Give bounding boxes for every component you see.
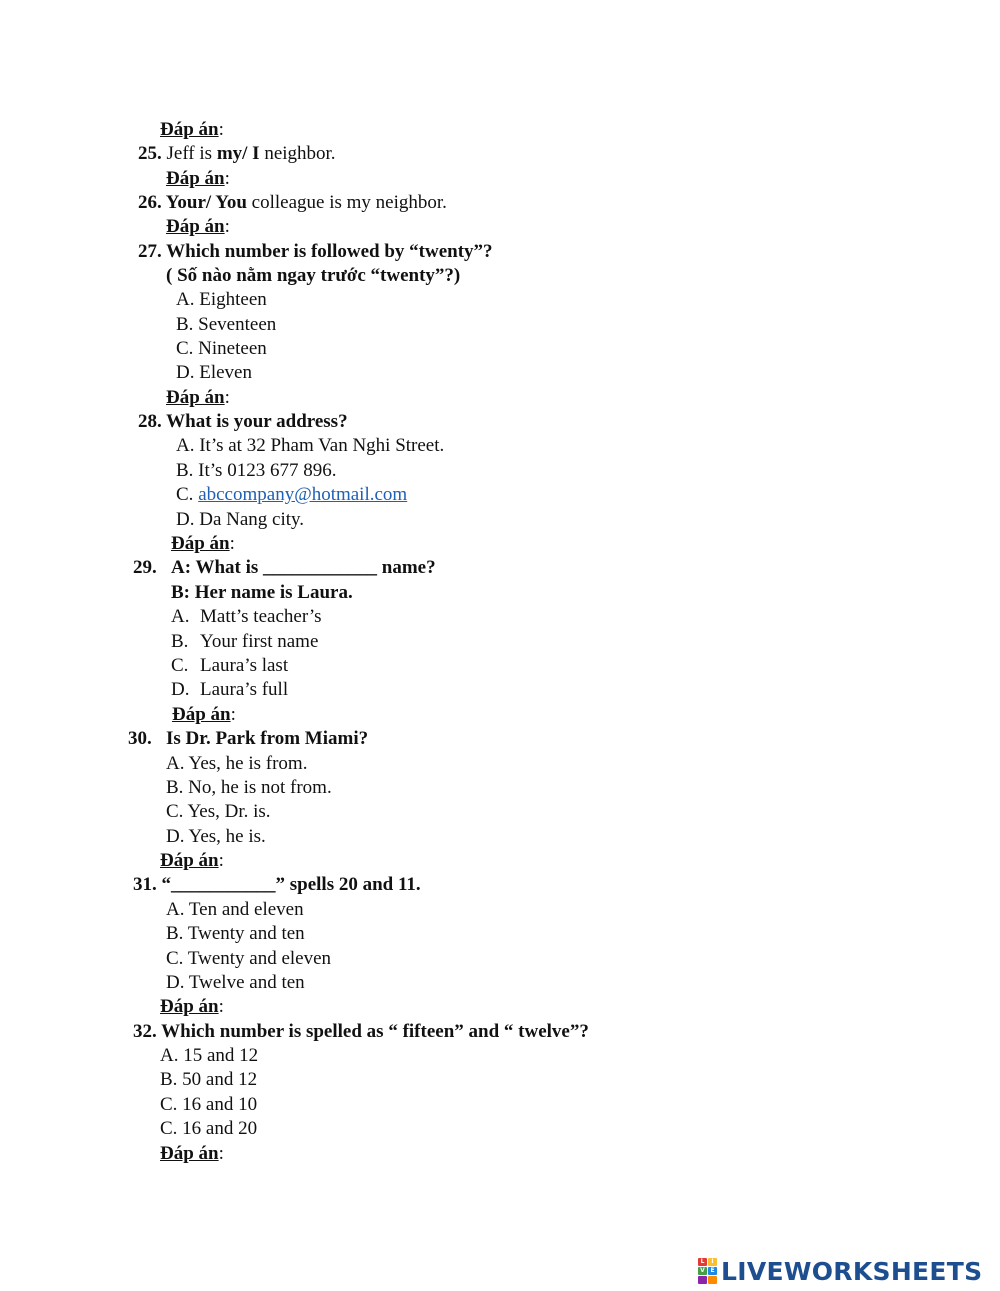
logo-mark-icon: [698, 1258, 717, 1284]
option: C. 16 and 10: [160, 1094, 258, 1115]
option: D. Yes, he is.: [166, 826, 266, 847]
answer-line: Đáp án:: [160, 119, 224, 140]
logo-tile: E: [708, 1267, 717, 1275]
answer-label: Đáp án: [166, 216, 225, 237]
answer-label: Đáp án: [160, 996, 219, 1017]
question-choice: my/ I: [216, 143, 260, 164]
question-number: 32.: [133, 1021, 157, 1042]
question-choice: Your/ You: [161, 192, 247, 213]
question-text: Jeff is: [161, 143, 217, 164]
answer-line: Đáp án:: [166, 168, 230, 189]
answer-label: Đáp án: [172, 704, 231, 725]
option-text: Laura’s full: [200, 679, 289, 700]
option-letter: A.: [171, 606, 190, 627]
question-number: 31.: [133, 874, 157, 895]
question-number: 30.: [128, 728, 152, 749]
option: C. Nineteen: [176, 338, 267, 359]
option: A. 15 and 12: [160, 1045, 259, 1066]
answer-line: Đáp án:: [166, 216, 230, 237]
option: B. No, he is not from.: [166, 777, 332, 798]
option-letter: D.: [171, 679, 190, 700]
answer-label: Đáp án: [171, 533, 230, 554]
answer-label: Đáp án: [166, 168, 225, 189]
option: D. Da Nang city.: [176, 509, 305, 530]
question-25: [138, 142, 336, 166]
option-text: Laura’s last: [200, 655, 289, 676]
question-text: B: Her name is Laura.: [171, 582, 353, 603]
answer-line: Đáp án:: [160, 1143, 224, 1164]
answer-line: Đáp án:: [160, 850, 224, 871]
option: C. Twenty and eleven: [166, 948, 332, 969]
option: A. Ten and eleven: [166, 899, 304, 920]
option: [171, 678, 189, 702]
liveworksheets-logo: [698, 1255, 982, 1287]
option-label: C.: [176, 484, 199, 505]
question-text: Is Dr. Park from Miami?: [166, 728, 369, 749]
option: [171, 654, 188, 678]
answer-label: Đáp án: [160, 119, 219, 140]
option: D. Twelve and ten: [166, 972, 305, 993]
option: B. 50 and 12: [160, 1069, 258, 1090]
logo-tile: I: [708, 1258, 717, 1266]
option: [171, 605, 189, 629]
logo-tile: [698, 1276, 707, 1284]
answer-label: Đáp án: [166, 387, 225, 408]
question-number: 29.: [133, 557, 157, 578]
question-text: neighbor.: [259, 143, 336, 164]
question-number: 26.: [138, 192, 162, 213]
option: [171, 630, 188, 654]
option-letter: C.: [171, 655, 189, 676]
option: A. Yes, he is from.: [166, 753, 308, 774]
question-note: ( Số nào nằm ngay trước “twenty”?): [166, 265, 461, 286]
question-text: A: What is ____________ name?: [171, 557, 436, 578]
question-32: [133, 1020, 589, 1044]
question-text: “___________” spells 20 and 11.: [156, 874, 421, 895]
answer-label: Đáp án: [160, 1143, 219, 1164]
option-text: Matt’s teacher’s: [200, 606, 322, 627]
option: B. Twenty and ten: [166, 923, 305, 944]
question-31: [133, 873, 421, 897]
option: C. 16 and 20: [160, 1118, 258, 1139]
answer-line: Đáp án:: [166, 387, 230, 408]
option: A. Eighteen: [176, 289, 267, 310]
option: B. Seventeen: [176, 314, 277, 335]
option-text: Your first name: [200, 631, 319, 652]
logo-tile: V: [698, 1267, 707, 1275]
option-letter: B.: [171, 631, 189, 652]
answer-label: Đáp án: [160, 850, 219, 871]
question-text: Which number is followed by “twenty”?: [161, 241, 493, 262]
question-number: 25.: [138, 143, 162, 164]
answer-line: Đáp án:: [160, 996, 224, 1017]
option: B. It’s 0123 677 896.: [176, 460, 337, 481]
question-text: What is your address?: [161, 411, 348, 432]
option: [176, 483, 407, 507]
answer-line: Đáp án:: [171, 533, 235, 554]
question-text: Which number is spelled as “ fifteen” and “ twelve”?: [156, 1021, 589, 1042]
option: C. Yes, Dr. is.: [166, 801, 271, 822]
brand-name: LIVEWORKSHEETS: [721, 1256, 983, 1286]
question-28: [138, 410, 348, 434]
email-link[interactable]: abccompany@hotmail.com: [198, 484, 408, 505]
question-26: [138, 191, 447, 215]
question-27: [138, 240, 493, 264]
option: D. Eleven: [176, 362, 252, 383]
question-number: 28.: [138, 411, 162, 432]
question-number: 27.: [138, 241, 162, 262]
logo-tile: L: [698, 1258, 707, 1266]
logo-tile: [708, 1276, 717, 1284]
option: A. It’s at 32 Pham Van Nghi Street.: [176, 435, 445, 456]
answer-line: Đáp án:: [172, 704, 236, 725]
question-text: colleague is my neighbor.: [246, 192, 447, 213]
